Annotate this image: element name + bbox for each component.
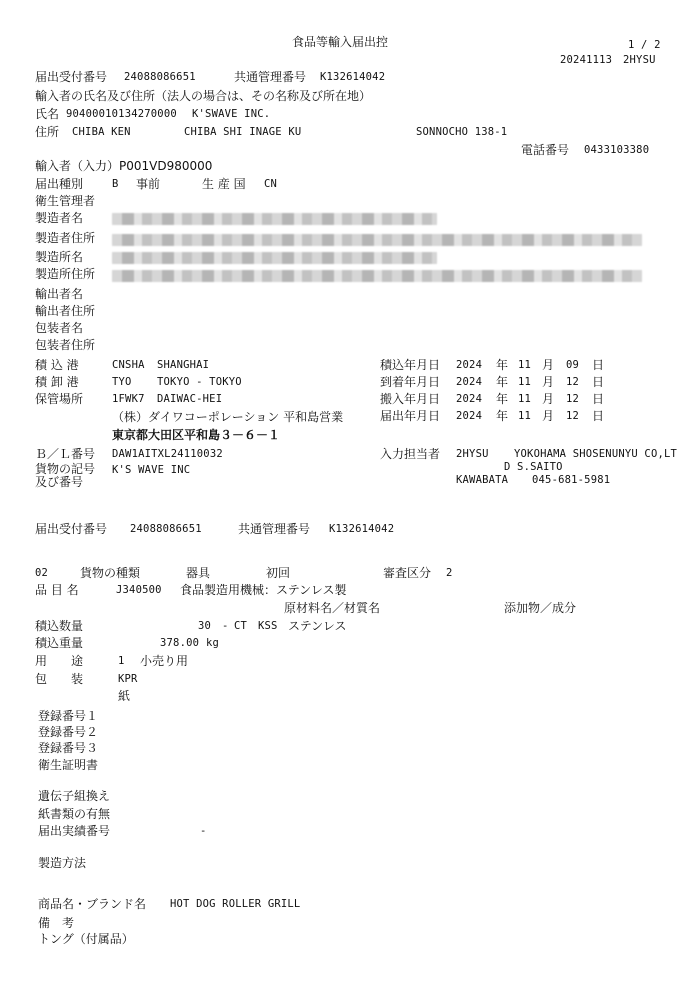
loading-port: SHANGHAI [157,359,210,371]
common-number: K132614042 [320,71,386,83]
storage-code: 1FWK7 [112,393,145,405]
loading-port-code: CNSHA [112,359,145,371]
year-char: 年 [496,392,509,406]
day-char: 日 [592,392,605,406]
use-text: 小売り用 [140,654,189,668]
remarks-label: 備 考 [38,916,75,930]
additive-header: 添加物／成分 [504,601,577,615]
registration-3-label: 登録番号３ [38,741,99,755]
product-name: 食品製造用機械：ステンレス製 [180,583,347,597]
past-record-value: - [200,825,207,837]
remarks: トング（付属品） [38,932,134,946]
month-char: 月 [542,409,555,423]
common-number-label: 共通管理番号 [234,70,307,84]
notification-month: 11 [518,410,532,422]
packer-address-label: 包装者住所 [35,338,96,352]
address-street: SONNOCHO 138-1 [416,126,508,138]
arrival-year: 2024 [456,376,483,388]
packaging-text: 紙 [118,689,131,703]
quantity-label: 積込数量 [35,619,84,633]
factory-label: 製造所名 [35,250,84,264]
factory-address-label: 製造所住所 [35,267,96,281]
first-import: 初回 [266,566,291,580]
hygiene-manager-label: 衛生管理者 [35,194,96,208]
manufacturer-label: 製造者名 [35,211,84,225]
brand-label: 商品名・ブランド名 [38,897,147,911]
carry-in-month: 11 [518,393,532,405]
material-header: 原材料名／材質名 [284,601,381,615]
quantity: 30 [198,620,212,632]
origin-country: CN [264,178,278,190]
notification-year: 2024 [456,410,483,422]
unloading-port-code: TYO [112,376,132,388]
notification-type-label: 届出種別 [35,177,84,191]
agent-contact: D S.SAITO [504,461,563,473]
carry-in-year: 2024 [456,393,483,405]
address-city: CHIBA SHI INAGE KU [184,126,302,138]
origin-country-label: 生 産 国 [202,177,246,191]
agent-person: KAWABATA [456,474,509,486]
storage-label: 保管場所 [35,392,84,406]
receipt-number-2: 24088086651 [130,523,202,535]
receipt-number-label: 届出受付番号 [35,70,108,84]
day-char: 日 [592,409,605,423]
importer-code: 90400010134270000 [66,108,177,120]
receipt-number: 24088086651 [124,71,196,83]
importer-heading: 輸入者の氏名及び住所（法人の場合は、その名称及び所在地） [35,89,372,103]
paper-docs-label: 紙書類の有無 [38,807,111,821]
item-number: 02 [35,567,49,579]
material-name: ステンレス [288,619,347,633]
packer-label: 包装者名 [35,321,84,335]
input-agent-label: 入力担当者 [380,447,441,461]
unloading-port: TOKYO - TOKYO [157,376,242,388]
review-class-label: 審査区分 [383,566,432,580]
loading-date-label: 積込年月日 [380,358,441,372]
arrival-month: 11 [518,376,532,388]
redacted-manufacturer-address [112,234,642,246]
notification-day: 12 [566,410,580,422]
importer-input-line: 輸入者（入力）P001VD980000 [35,159,213,173]
storage-company: （株）ダイワコーポレーション 平和島営業 [112,410,344,424]
storage-name: DAIWAC-HEI [157,393,223,405]
product-code: J340500 [116,584,162,596]
past-record-label: 届出実績番号 [38,824,111,838]
month-char: 月 [542,392,555,406]
date-code: 20241113 [560,54,613,66]
document-title: 食品等輸入届出控 [292,35,389,49]
use-code: 1 [118,655,125,667]
loading-day: 09 [566,359,580,371]
arrival-date-label: 到着年月日 [380,375,441,389]
address-prefecture: CHIBA KEN [72,126,131,138]
input-agent-code: 2HYSU [456,448,489,460]
common-number-label-2: 共通管理番号 [238,522,311,536]
user-code: 2HYSU [623,54,656,66]
product-label: 品 目 名 [35,583,79,597]
phone-label: 電話番号 [521,143,570,157]
use-label: 用 途 [35,654,84,668]
review-class: 2 [446,567,453,579]
cargo-marks-label-2: 及び番号 [35,475,84,489]
day-char: 日 [592,358,605,372]
redacted-manufacturer [112,213,437,225]
weight-label: 積込重量 [35,636,84,650]
loading-year: 2024 [456,359,483,371]
cargo-kind-label: 貨物の種類 [80,566,141,580]
hygiene-certificate-label: 衛生証明書 [38,758,99,772]
name-label: 氏名 [35,107,60,121]
notification-type-code: B [112,178,119,190]
phone-number: 0433103380 [584,144,650,156]
cargo-marks: K'S WAVE INC [112,464,191,476]
packaging-code: KPR [118,673,138,685]
cargo-kind: 器具 [186,566,211,580]
loading-port-label: 積 込 港 [35,358,79,372]
arrival-day: 12 [566,376,580,388]
bl-number-label: Ｂ／Ｌ番号 [35,447,96,461]
address-label: 住所 [35,125,60,139]
exporter-address-label: 輸出者住所 [35,304,96,318]
receipt-number-label-2: 届出受付番号 [35,522,108,536]
loading-month: 11 [518,359,532,371]
brand-name: HOT DOG ROLLER GRILL [170,898,301,910]
page-number: 1 / 2 [628,39,661,51]
common-number-2: K132614042 [329,523,395,535]
bl-number: DAW1AITXL24110032 [112,448,223,460]
redacted-factory-address [112,270,642,282]
weight-unit: kg [206,637,220,649]
registration-2-label: 登録番号２ [38,725,99,739]
year-char: 年 [496,358,509,372]
agent-phone: 045-681-5981 [532,474,611,486]
notification-date-label: 届出年月日 [380,409,441,423]
manufacturing-method-label: 製造方法 [38,856,87,870]
registration-1-label: 登録番号１ [38,709,99,723]
manufacturer-address-label: 製造者住所 [35,231,96,245]
importer-name: K'SWAVE INC. [192,108,271,120]
redacted-factory [112,252,437,264]
month-char: 月 [542,375,555,389]
storage-address: 東京都大田区平和島３－６－１ [112,428,281,442]
gmo-label: 遺伝子組換え [38,789,111,803]
unloading-port-label: 積 卸 港 [35,375,79,389]
weight: 378.00 [160,637,200,649]
material-code: KSS [258,620,278,632]
quantity-unit: CT [234,620,248,632]
quantity-dash: - [222,620,229,632]
year-char: 年 [496,375,509,389]
day-char: 日 [592,375,605,389]
carry-in-date-label: 搬入年月日 [380,392,441,406]
notification-type-kind: 事前 [136,177,161,191]
year-char: 年 [496,409,509,423]
agent-company: YOKOHAMA SHOSENUNYU CO,LT [514,448,678,460]
cargo-marks-label: 貨物の記号 [35,462,96,476]
carry-in-day: 12 [566,393,580,405]
month-char: 月 [542,358,555,372]
exporter-label: 輸出者名 [35,287,84,301]
packaging-label: 包 装 [35,672,84,686]
